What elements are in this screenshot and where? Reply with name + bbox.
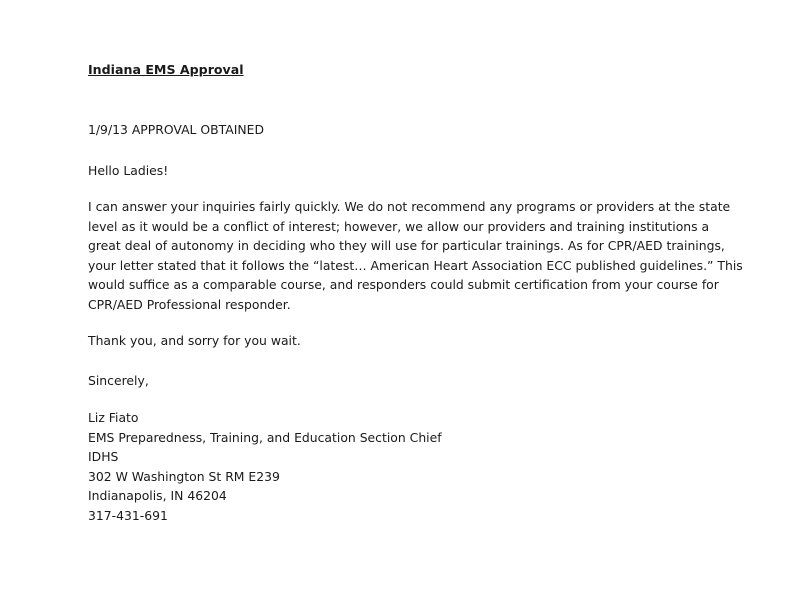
body-line: your letter stated that it follows the “latest… American Heart Association ECC published guidelines.” This <box>88 257 743 273</box>
closing-line: Sincerely, <box>88 373 149 388</box>
signature-block <box>88 408 442 526</box>
signer-organization: IDHS <box>88 449 119 465</box>
body-line: I can answer your inquiries fairly quickly. We do not recommend any programs or providers at the state <box>88 199 731 214</box>
body-paragraph <box>88 197 778 315</box>
signer-name: Liz Fiato <box>88 410 139 425</box>
body-line: level as it would be a conflict of interest; however, we allow our providers and training institutions a <box>88 218 710 234</box>
greeting: Hello Ladies! <box>88 163 169 178</box>
body-line: CPR/AED Professional responder. <box>88 296 291 312</box>
body-line: great deal of autonomy in deciding who they will use for particular trainings. As for CPR/AED trainings, <box>88 238 725 254</box>
thanks-line: Thank you, and sorry for you wait. <box>88 333 301 348</box>
address-line-1: 302 W Washington St RM E239 <box>88 468 280 484</box>
letter-heading: Indiana EMS Approval <box>88 62 244 77</box>
body-line: would suffice as a comparable course, and responders could submit certification from your course for <box>88 277 719 293</box>
phone-number: 317-431-691 <box>88 507 168 523</box>
approval-note: 1/9/13 APPROVAL OBTAINED <box>88 122 265 137</box>
address-line-2: Indianapolis, IN 46204 <box>88 488 227 504</box>
signer-title: EMS Preparedness, Training, and Education Section Chief <box>88 429 442 445</box>
